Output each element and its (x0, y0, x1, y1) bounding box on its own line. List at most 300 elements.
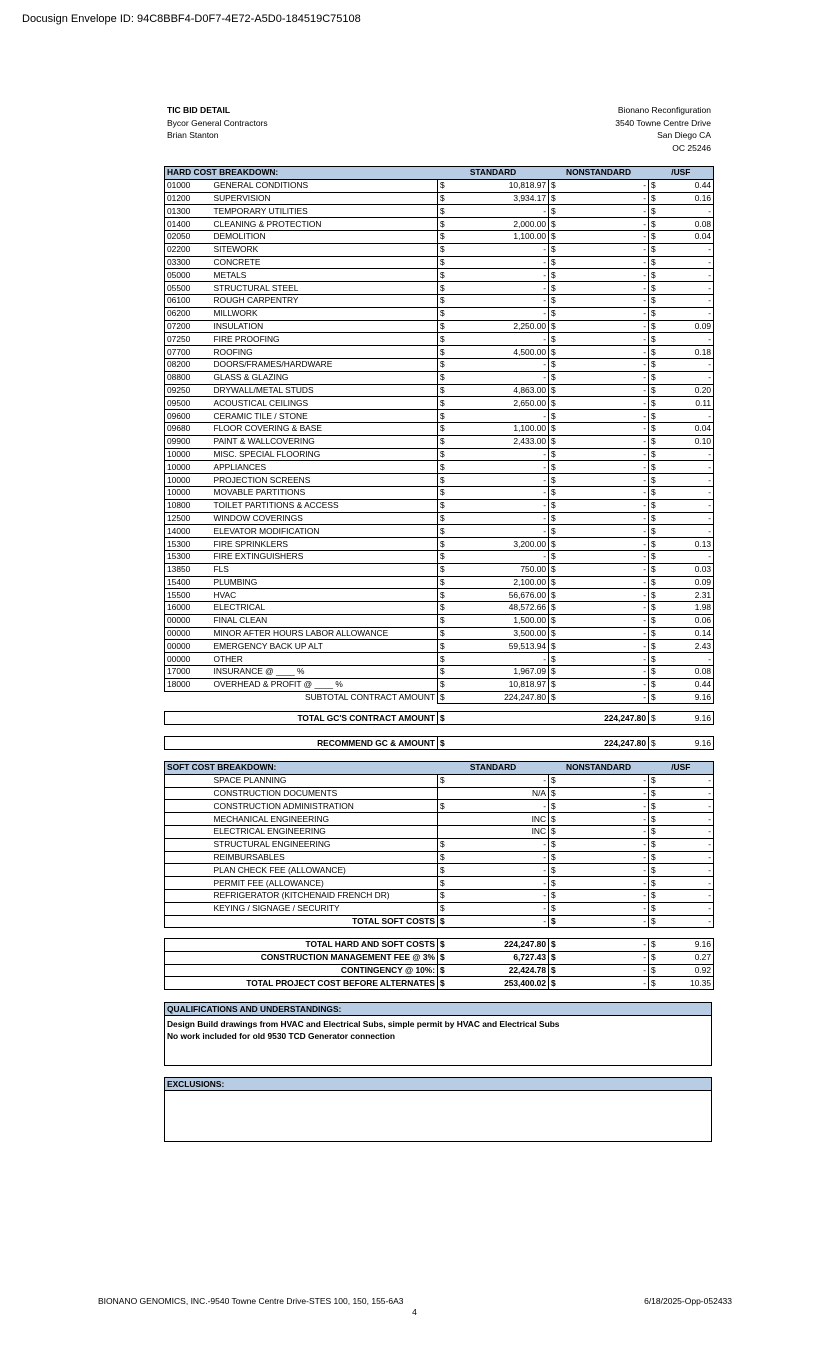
dollar-sign: $ (549, 825, 559, 838)
cost-code: 07700 (165, 346, 212, 359)
table-row (165, 787, 714, 800)
cost-item-name: FIRE EXTINGUISHERS (212, 550, 438, 563)
cost-item-name: TOILET PARTITIONS & ACCESS (212, 499, 438, 512)
dollar-sign: $ (549, 787, 559, 800)
table-row (165, 422, 714, 435)
table-row (165, 435, 714, 448)
dollar-sign: $ (549, 448, 559, 461)
standard-amount: - (448, 410, 549, 423)
nonstandard-amount: - (559, 461, 649, 474)
table-row (165, 774, 714, 787)
dollar-sign: $ (438, 563, 448, 576)
nonstandard-amount: - (559, 550, 649, 563)
dollar-sign: $ (438, 902, 448, 915)
usf-amount: 0.03 (661, 563, 714, 576)
dollar-sign: $ (438, 951, 448, 964)
dollar-sign: $ (438, 256, 448, 269)
nonstandard-amount: - (559, 614, 649, 627)
cost-code: 03300 (165, 256, 212, 269)
cost-item-name: PROJECTION SCREENS (212, 474, 438, 487)
usf-amount: - (661, 243, 714, 256)
usf-amount: - (661, 474, 714, 487)
recommend-gc-usf: 9.16 (694, 737, 711, 748)
dollar-sign: $ (549, 269, 559, 282)
dollar-sign: $ (438, 666, 448, 679)
usf-amount: 2.43 (661, 640, 714, 653)
usf-amount: - (661, 889, 714, 902)
nonstandard-amount: - (559, 397, 649, 410)
col-nonstandard: NONSTANDARD (549, 167, 649, 180)
table-row (165, 346, 714, 359)
standard-amount: - (448, 461, 549, 474)
nonstandard-amount: - (559, 889, 649, 902)
table-row (165, 512, 714, 525)
cost-item-name: WINDOW COVERINGS (212, 512, 438, 525)
table-row (165, 563, 714, 576)
usf-amount: - (661, 205, 714, 218)
dollar-sign: $ (549, 576, 559, 589)
cost-item-name: DOORS/FRAMES/HARDWARE (212, 358, 438, 371)
dollar-sign: $ (649, 774, 661, 787)
cost-item-name: ROUGH CARPENTRY (212, 294, 438, 307)
dollar-sign: $ (438, 691, 448, 704)
table-row (165, 614, 714, 627)
dollar-sign: $ (649, 589, 661, 602)
dollar-sign: $ (438, 435, 448, 448)
recommend-gc-amount-cell (438, 737, 649, 750)
dollar-sign: $ (438, 320, 448, 333)
nonstandard-amount: - (559, 640, 649, 653)
dollar-sign: $ (438, 179, 448, 192)
usf-amount: - (661, 358, 714, 371)
nonstandard-amount: - (559, 602, 649, 615)
standard-amount: - (448, 877, 549, 890)
table-row (165, 461, 714, 474)
total-gc-usf-cell (649, 712, 714, 725)
usf-amount: - (661, 825, 714, 838)
cost-item-name: FIRE SPRINKLERS (212, 538, 438, 551)
dollar-sign: $ (549, 422, 559, 435)
cost-code: 13850 (165, 563, 212, 576)
soft-cost-item-name: CONSTRUCTION ADMINISTRATION (212, 800, 438, 813)
standard-amount: - (448, 333, 549, 346)
nonstandard-amount: - (559, 294, 649, 307)
dollar-sign: $ (438, 474, 448, 487)
dollar-sign: $ (549, 666, 559, 679)
cost-code: 10000 (165, 474, 212, 487)
hard-cost-heading: HARD COST BREAKDOWN: (165, 167, 438, 180)
nonstandard-amount: - (559, 230, 649, 243)
nonstandard-amount: - (559, 977, 649, 990)
page-number: 4 (412, 1307, 417, 1317)
cost-code: 00000 (165, 627, 212, 640)
cost-code: 06200 (165, 307, 212, 320)
standard-amount: - (448, 294, 549, 307)
table-row (165, 230, 714, 243)
standard-amount: 253,400.02 (448, 977, 549, 990)
table-row (165, 813, 714, 826)
usf-amount: - (661, 307, 714, 320)
col-nonstandard: NONSTANDARD (549, 762, 649, 775)
nonstandard-amount: - (559, 371, 649, 384)
dollar-sign: $ (649, 538, 661, 551)
bid-header-right (615, 104, 711, 154)
dollar-sign: $ (438, 448, 448, 461)
dollar-sign: $ (440, 712, 445, 723)
subtotal-standard: 224,247.80 (448, 691, 549, 704)
dollar-sign: $ (649, 666, 661, 679)
dollar-sign: $ (649, 939, 661, 952)
soft-cost-item-name: CONSTRUCTION DOCUMENTS (212, 787, 438, 800)
usf-amount: - (661, 851, 714, 864)
dollar-sign: $ (438, 877, 448, 890)
usf-amount: - (661, 282, 714, 295)
usf-amount: 0.44 (661, 678, 714, 691)
usf-amount: 0.20 (661, 384, 714, 397)
exclusions-section (164, 1077, 712, 1142)
standard-amount: - (448, 525, 549, 538)
dollar-sign: $ (438, 461, 448, 474)
dollar-sign: $ (649, 851, 661, 864)
dollar-sign: $ (438, 282, 448, 295)
qualification-line: Design Build drawings from HVAC and Electrical Subs, simple permit by HVAC and Electrical Subs (167, 1019, 560, 1029)
hard-cost-header (165, 167, 714, 180)
nonstandard-amount: - (559, 563, 649, 576)
project-city: San Diego CA (657, 130, 711, 140)
table-row (165, 307, 714, 320)
cost-code: 02200 (165, 243, 212, 256)
cost-item-name: STRUCTURAL STEEL (212, 282, 438, 295)
standard-amount: - (448, 448, 549, 461)
dollar-sign: $ (438, 294, 448, 307)
usf-amount: 0.10 (661, 435, 714, 448)
table-row (165, 179, 714, 192)
dollar-sign: $ (549, 563, 559, 576)
dollar-sign: $ (438, 397, 448, 410)
qualifications-heading: QUALIFICATIONS AND UNDERSTANDINGS: (165, 1003, 711, 1016)
dollar-sign: $ (649, 499, 661, 512)
soft-total-nonstandard: - (559, 915, 649, 928)
cost-code: 07200 (165, 320, 212, 333)
soft-cost-item-name: PLAN CHECK FEE (ALLOWANCE) (212, 864, 438, 877)
dollar-sign: $ (438, 838, 448, 851)
dollar-sign: $ (649, 602, 661, 615)
cost-code: 01200 (165, 192, 212, 205)
dollar-sign: $ (549, 294, 559, 307)
standard-amount: 48,572.66 (448, 602, 549, 615)
soft-cost-item-name: ELECTRICAL ENGINEERING (212, 825, 438, 838)
table-row (165, 384, 714, 397)
standard-amount: - (448, 499, 549, 512)
totals-row (165, 939, 714, 952)
recommend-gc-label: RECOMMEND GC & AMOUNT (165, 737, 438, 750)
dollar-sign: $ (438, 410, 448, 423)
cost-code: 01400 (165, 218, 212, 231)
dollar-sign: $ (549, 282, 559, 295)
dollar-sign: $ (549, 550, 559, 563)
dollar-sign: $ (438, 307, 448, 320)
nonstandard-amount: - (559, 243, 649, 256)
cost-code: 10800 (165, 499, 212, 512)
hard-cost-table (164, 166, 714, 704)
standard-amount: - (448, 256, 549, 269)
dollar-sign: $ (438, 774, 448, 787)
dollar-sign: $ (649, 678, 661, 691)
qualifications-body (165, 1016, 711, 1044)
dollar-sign: $ (549, 499, 559, 512)
dollar-sign: $ (649, 358, 661, 371)
cost-item-name: OVERHEAD & PROFIT @ ____ % (212, 678, 438, 691)
subtotal-label: SUBTOTAL CONTRACT AMOUNT (305, 692, 436, 703)
dollar-sign: $ (549, 397, 559, 410)
table-row (165, 627, 714, 640)
total-gc-amount-cell (438, 712, 649, 725)
total-label: CONSTRUCTION MANAGEMENT FEE @ 3% (165, 951, 438, 964)
cost-code: 15300 (165, 538, 212, 551)
dollar-sign: $ (549, 333, 559, 346)
usf-amount: - (661, 800, 714, 813)
dollar-sign: $ (649, 525, 661, 538)
nonstandard-amount: - (559, 499, 649, 512)
table-row (165, 851, 714, 864)
dollar-sign: $ (649, 282, 661, 295)
standard-amount: 2,000.00 (448, 218, 549, 231)
dollar-sign: $ (649, 576, 661, 589)
standard-amount: - (448, 282, 549, 295)
dollar-sign: $ (438, 550, 448, 563)
table-row (165, 576, 714, 589)
recommend-gc-row (164, 736, 714, 750)
nonstandard-amount: - (559, 358, 649, 371)
dollar-sign: $ (649, 691, 661, 704)
qualification-line: No work included for old 9530 TCD Generator connection (167, 1031, 396, 1041)
cost-item-name: MINOR AFTER HOURS LABOR ALLOWANCE (212, 627, 438, 640)
table-row (165, 838, 714, 851)
standard-amount: 2,100.00 (448, 576, 549, 589)
project-name: Bionano Reconfiguration (617, 105, 711, 115)
cost-code: 09900 (165, 435, 212, 448)
standard-amount: - (448, 371, 549, 384)
dollar-sign: $ (649, 627, 661, 640)
soft-total-standard: - (448, 915, 549, 928)
standard-amount: - (448, 902, 549, 915)
usf-amount: 0.14 (661, 627, 714, 640)
usf-amount: 0.06 (661, 614, 714, 627)
table-row (165, 825, 714, 838)
cost-item-name: GENERAL CONDITIONS (212, 179, 438, 192)
cost-code: 17000 (165, 666, 212, 679)
dollar-sign: $ (649, 333, 661, 346)
total-label: CONTINGENCY @ 10%: (165, 964, 438, 977)
dollar-sign: $ (549, 902, 559, 915)
nonstandard-amount: - (559, 838, 649, 851)
dollar-sign: $ (438, 192, 448, 205)
usf-amount: - (661, 787, 714, 800)
table-row (165, 902, 714, 915)
total-label: TOTAL PROJECT COST BEFORE ALTERNATES (165, 977, 438, 990)
dollar-sign: $ (649, 256, 661, 269)
cost-code: 15500 (165, 589, 212, 602)
standard-amount: 3,934.17 (448, 192, 549, 205)
dollar-sign: $ (549, 435, 559, 448)
dollar-sign: $ (649, 915, 661, 928)
dollar-sign: $ (649, 192, 661, 205)
dollar-sign: $ (438, 653, 448, 666)
usf-amount: - (661, 448, 714, 461)
table-row (165, 243, 714, 256)
dollar-sign: $ (649, 864, 661, 877)
standard-amount: INC (448, 813, 549, 826)
cost-code: 00000 (165, 640, 212, 653)
standard-amount: 2,250.00 (448, 320, 549, 333)
standard-amount: - (448, 800, 549, 813)
nonstandard-amount: - (559, 486, 649, 499)
nonstandard-amount: - (559, 307, 649, 320)
standard-amount: - (448, 474, 549, 487)
dollar-sign: $ (649, 435, 661, 448)
cost-item-name: DRYWALL/METAL STUDS (212, 384, 438, 397)
standard-amount: 1,100.00 (448, 230, 549, 243)
cost-code: 12500 (165, 512, 212, 525)
standard-amount: - (448, 838, 549, 851)
dollar-sign: $ (549, 410, 559, 423)
dollar-sign: $ (649, 951, 661, 964)
standard-amount: INC (448, 825, 549, 838)
dollar-sign: $ (649, 384, 661, 397)
cost-code: 00000 (165, 653, 212, 666)
cost-code: 09500 (165, 397, 212, 410)
cost-code: 05500 (165, 282, 212, 295)
cost-code: 14000 (165, 525, 212, 538)
nonstandard-amount: - (559, 346, 649, 359)
table-row (165, 218, 714, 231)
dollar-sign: $ (549, 939, 559, 952)
soft-cost-item-name: KEYING / SIGNAGE / SECURITY (212, 902, 438, 915)
totals-row (165, 977, 714, 990)
col-standard: STANDARD (438, 762, 549, 775)
dollar-sign: $ (549, 627, 559, 640)
dollar-sign: $ (438, 384, 448, 397)
nonstandard-amount: - (559, 774, 649, 787)
cost-code: 06100 (165, 294, 212, 307)
table-row (165, 640, 714, 653)
dollar-sign: $ (549, 525, 559, 538)
dollar-sign: $ (440, 737, 445, 748)
standard-amount: 10,818.97 (448, 678, 549, 691)
dollar-sign: $ (438, 230, 448, 243)
standard-amount: - (448, 205, 549, 218)
nonstandard-amount: - (559, 512, 649, 525)
table-row (165, 397, 714, 410)
standard-amount: - (448, 653, 549, 666)
nonstandard-amount: - (559, 410, 649, 423)
usf-amount: 0.11 (661, 397, 714, 410)
nonstandard-amount: - (559, 256, 649, 269)
col-usf: /USF (649, 762, 714, 775)
dollar-sign: $ (549, 486, 559, 499)
dollar-sign: $ (649, 205, 661, 218)
usf-amount: 0.09 (661, 576, 714, 589)
nonstandard-amount: - (559, 205, 649, 218)
cost-item-name: TEMPORARY UTILITIES (212, 205, 438, 218)
exclusions-heading: EXCLUSIONS: (165, 1078, 711, 1091)
dollar-sign: $ (438, 269, 448, 282)
dollar-sign: $ (438, 358, 448, 371)
standard-amount: - (448, 307, 549, 320)
table-row (165, 474, 714, 487)
nonstandard-amount: - (559, 951, 649, 964)
subtotal-row (165, 691, 714, 704)
dollar-sign: $ (438, 800, 448, 813)
cost-code: 15300 (165, 550, 212, 563)
table-row (165, 269, 714, 282)
table-row (165, 889, 714, 902)
dollar-sign: $ (649, 474, 661, 487)
nonstandard-amount: - (559, 939, 649, 952)
standard-amount: - (448, 243, 549, 256)
standard-amount: - (448, 358, 549, 371)
usf-amount: - (661, 525, 714, 538)
contact-name: Brian Stanton (167, 130, 219, 140)
standard-amount: 2,650.00 (448, 397, 549, 410)
usf-amount: 9.16 (661, 939, 714, 952)
dollar-sign: $ (549, 691, 559, 704)
nonstandard-amount: - (559, 218, 649, 231)
cost-code: 10000 (165, 486, 212, 499)
nonstandard-amount: - (559, 787, 649, 800)
dollar-sign: $ (438, 589, 448, 602)
dollar-sign: $ (438, 333, 448, 346)
dollar-sign: $ (549, 192, 559, 205)
dollar-sign: $ (549, 951, 559, 964)
standard-amount: 4,863.00 (448, 384, 549, 397)
dollar-sign: $ (549, 877, 559, 890)
dollar-sign: $ (649, 346, 661, 359)
nonstandard-amount: - (559, 653, 649, 666)
usf-amount: - (661, 864, 714, 877)
cost-item-name: MILLWORK (212, 307, 438, 320)
dollar-sign: $ (549, 653, 559, 666)
table-row (165, 550, 714, 563)
table-row (165, 499, 714, 512)
soft-cost-item-name: SPACE PLANNING (212, 774, 438, 787)
total-gc-label: TOTAL GC'S CONTRACT AMOUNT (165, 712, 438, 725)
contractor-name: Bycor General Contractors (167, 117, 268, 128)
nonstandard-amount: - (559, 825, 649, 838)
soft-total-row (165, 915, 714, 928)
table-row (165, 678, 714, 691)
nonstandard-amount: - (559, 576, 649, 589)
dollar-sign: $ (549, 461, 559, 474)
cost-item-name: PAINT & WALLCOVERING (212, 435, 438, 448)
nonstandard-amount: - (559, 422, 649, 435)
standard-amount: 6,727.43 (448, 951, 549, 964)
cost-item-name: FLS (212, 563, 438, 576)
table-row (165, 358, 714, 371)
nonstandard-amount: - (559, 678, 649, 691)
dollar-sign: $ (649, 889, 661, 902)
table-row (165, 294, 714, 307)
standard-amount: - (448, 864, 549, 877)
dollar-sign: $ (549, 218, 559, 231)
dollar-sign: $ (649, 813, 661, 826)
qualifications-section (164, 1002, 712, 1066)
standard-amount: 10,818.97 (448, 179, 549, 192)
standard-amount: - (448, 851, 549, 864)
dollar-sign: $ (438, 218, 448, 231)
dollar-sign: $ (438, 422, 448, 435)
usf-amount: 0.04 (661, 230, 714, 243)
